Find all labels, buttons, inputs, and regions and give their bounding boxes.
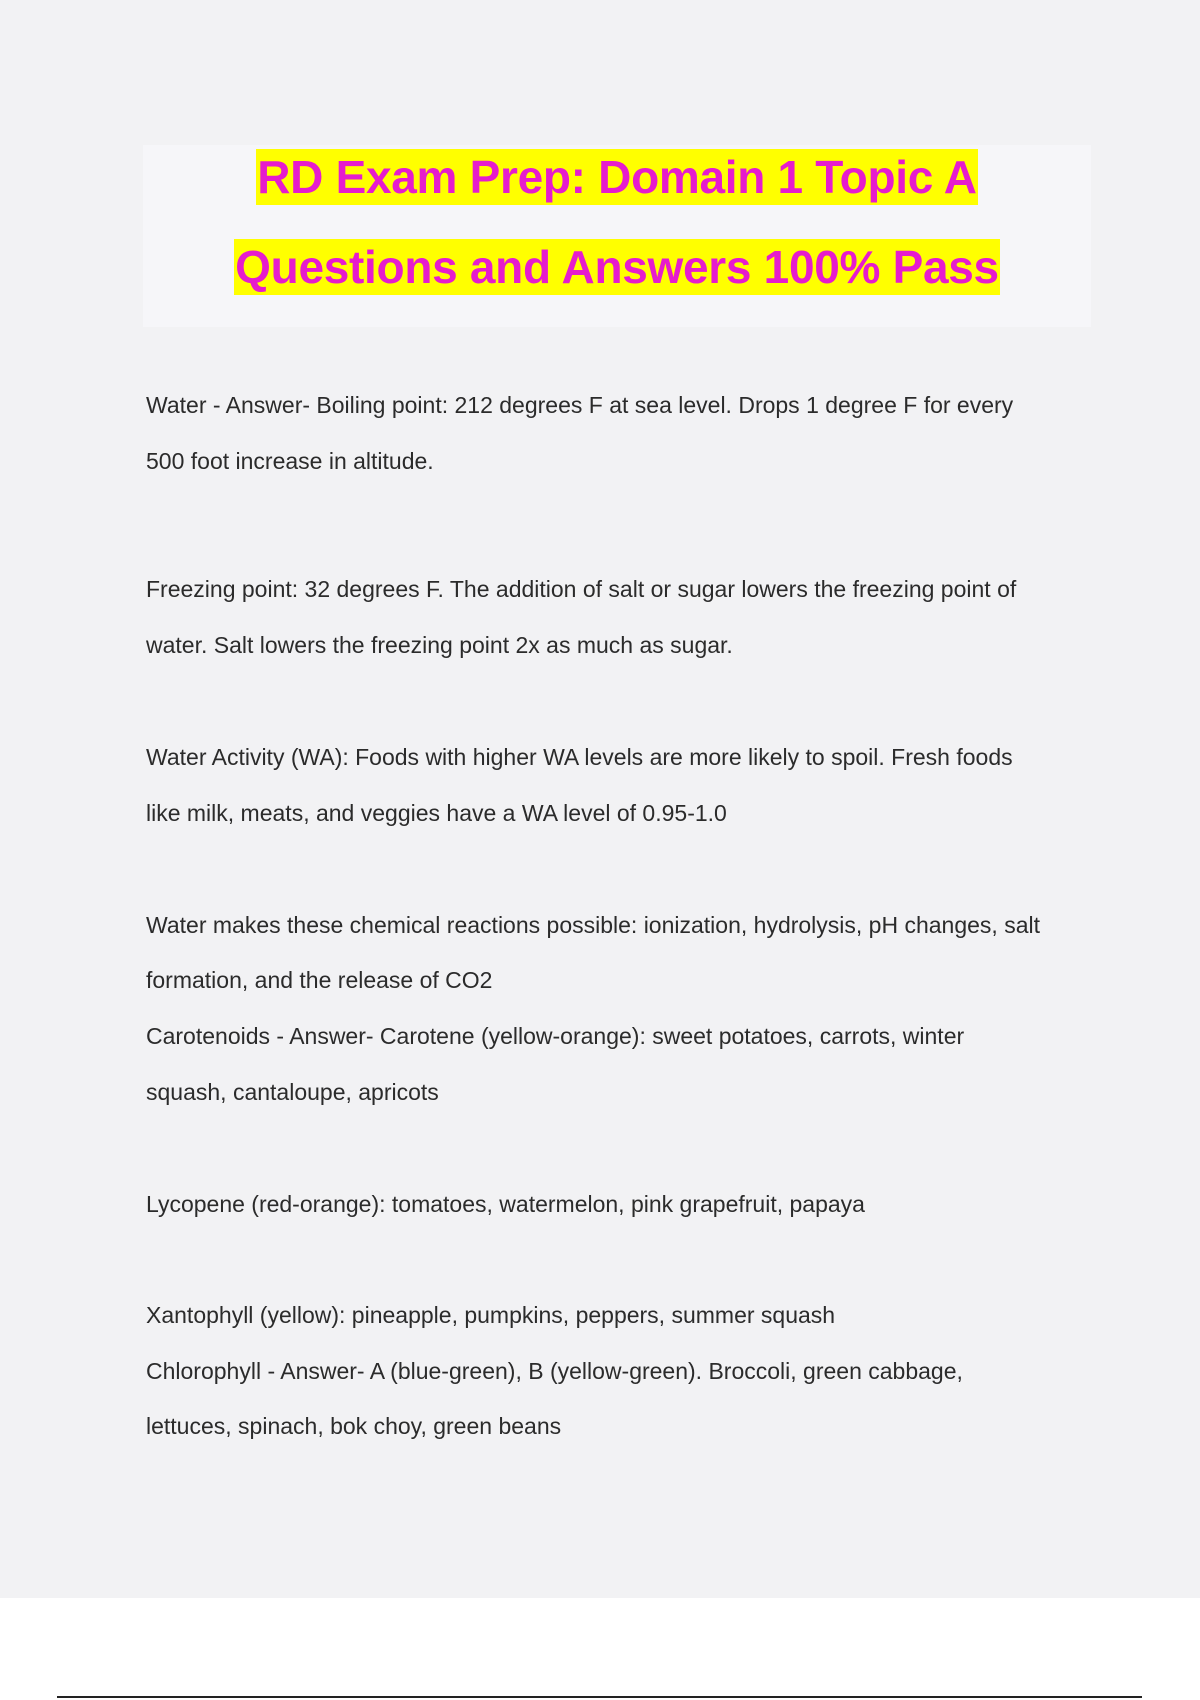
body-line: Water - Answer- Boiling point: 212 degrees F at sea level. Drops 1 degree F for every	[146, 392, 1014, 418]
document-title-line-1: RD Exam Prep: Domain 1 Topic A	[257, 151, 977, 203]
body-line: squash, cantaloupe, apricots	[146, 1079, 439, 1105]
body-line: Xantophyll (yellow): pineapple, pumpkins, peppers, summer squash	[146, 1302, 836, 1328]
body-line: water. Salt lowers the freezing point 2x as much as sugar.	[146, 632, 733, 658]
body-line: Chlorophyll - Answer- A (blue-green), B (yellow-green). Broccoli, green cabbage,	[146, 1358, 963, 1384]
document-title-line-2: Questions and Answers 100% Pass	[235, 241, 999, 293]
body-line: Water makes these chemical reactions possible: ionization, hydrolysis, pH changes, salt	[146, 912, 1041, 938]
body-line: like milk, meats, and veggies have a WA level of 0.95-1.0	[146, 800, 727, 826]
footer-divider	[57, 1696, 1142, 1698]
body-line: Lycopene (red-orange): tomatoes, watermelon, pink grapefruit, papaya	[146, 1191, 865, 1217]
body-line: lettuces, spinach, bok choy, green beans	[146, 1413, 562, 1439]
body-line: formation, and the release of CO2	[146, 967, 493, 993]
body-line: Freezing point: 32 degrees F. The addition of salt or sugar lowers the freezing point of	[146, 576, 1017, 602]
body-line: Carotenoids - Answer- Carotene (yellow-orange): sweet potatoes, carrots, winter	[146, 1023, 965, 1049]
body-line: Water Activity (WA): Foods with higher WA levels are more likely to spoil. Fresh foods	[146, 744, 1013, 770]
body-line: 500 foot increase in altitude.	[146, 448, 434, 474]
title-box	[143, 145, 1091, 327]
